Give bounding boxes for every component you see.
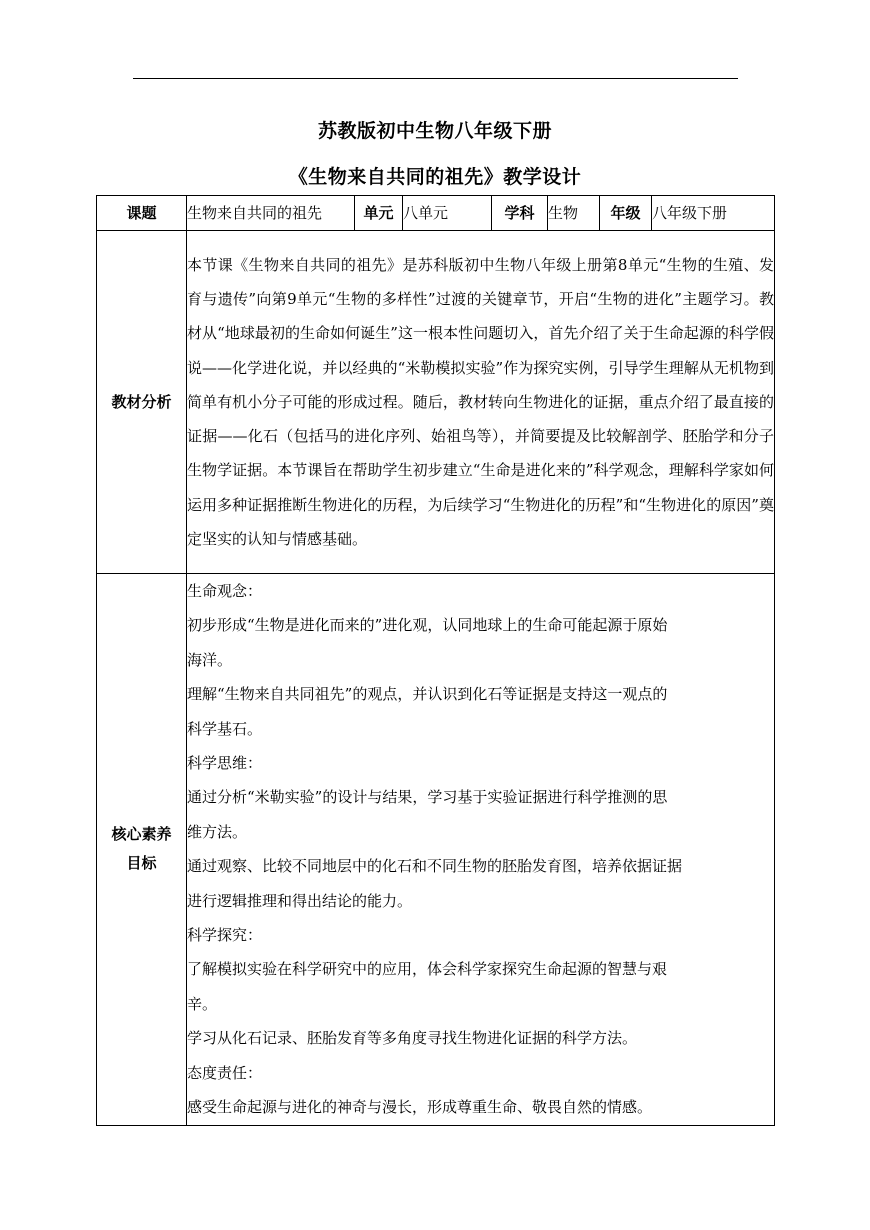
subject-label: 学科 xyxy=(492,196,548,231)
goal-line: 学习从化石记录、胚胎发育等多角度寻找生物进化证据的科学方法。 xyxy=(187,1029,638,1048)
goal-line: 通过观察、比较不同地层中的化石和不同生物的胚胎发育图，培养依据证据 xyxy=(187,857,683,876)
lesson-design-table xyxy=(96,195,775,1126)
goal-line: 感受生命起源与进化的神奇与漫长，形成尊重生命、敬畏自然的情感。 xyxy=(187,1098,653,1117)
goal-line: 海洋。 xyxy=(187,650,233,669)
goal-line: 了解模拟实验在科学研究中的应用，体会科学家探究生命起源的智慧与艰 xyxy=(187,960,668,979)
document-title-line1: 苏教版初中生物八年级下册 xyxy=(317,120,552,142)
subject-value: 生物 xyxy=(548,196,600,231)
material-analysis-row xyxy=(97,231,775,574)
goal-heading-scientific-inquiry: 科学探究： xyxy=(187,926,263,945)
goal-heading-life-concept: 生命观念： xyxy=(187,582,263,600)
header-row xyxy=(97,196,775,231)
goal-heading-scientific-thinking: 科学思维： xyxy=(187,754,263,773)
topic-value: 生物来自共同的祖先 xyxy=(187,196,355,231)
material-analysis-text: 本节课《生物来自共同的祖先》是苏科版初中生物八年级上册第8单元“生物的生殖、发育与遗传”向第9单元“生物的多样性”过渡的关键章节，开启“生物的进化”主题学习。教材从“地球最初的生命如何诞生”这一根本性问题切入，首先介绍了关于生命起源的科学假说——化学进化说，并以经典的“米勒模拟实验”作为探究实例，引导学生理解从无机物到简单有机小分子可能的形成过程。随后，教材转向生物进化的证据，重点介绍了最直接的证据——化石（包括马的进化序列、始祖鸟等），并简要提及比较解剖学、胚胎学和分子生物学证据。本节课旨在帮助学生初步建立“生命是进化来的”科学观念，理解科学家如何运用多种证据推断生物进化的历程，为后续学习“生物进化的历程”和“生物进化的原因”奠定坚实的认知与情感基础。 xyxy=(187,256,774,548)
unit-label: 单元 xyxy=(355,196,403,231)
goal-heading-attitude-responsibility: 态度责任： xyxy=(187,1063,263,1082)
goal-line: 维方法。 xyxy=(187,822,248,841)
material-analysis-label: 教材分析 xyxy=(97,231,187,574)
goal-line: 通过分析“米勒实验”的设计与结果，学习基于实验证据进行科学推测的思 xyxy=(187,788,668,807)
grade-label: 年级 xyxy=(600,196,652,231)
topic-label: 课题 xyxy=(97,196,187,231)
goal-line: 科学基石。 xyxy=(187,719,263,738)
core-goals-label-line2: 目标 xyxy=(126,854,157,873)
grade-value: 八年级下册 xyxy=(652,196,775,231)
goal-line: 辛。 xyxy=(187,994,218,1013)
goal-line: 理解“生物来自共同祖先”的观点，并认识到化石等证据是支持这一观点的 xyxy=(187,685,668,704)
core-goals-cell xyxy=(187,574,775,1126)
core-goals-label xyxy=(97,574,187,1126)
unit-value: 八单元 xyxy=(403,196,492,231)
goal-line: 进行逻辑推理和得出结论的能力。 xyxy=(187,891,413,910)
core-goals-label-line1: 核心素养 xyxy=(111,825,172,844)
core-goals-row xyxy=(97,574,775,1126)
document-title-line2: 《生物来自共同的祖先》教学设计 xyxy=(288,166,582,188)
material-analysis-cell xyxy=(187,231,775,574)
header-rule xyxy=(133,78,738,79)
goal-line: 初步形成“生物是进化而来的”进化观，认同地球上的生命可能起源于原始 xyxy=(187,616,668,635)
core-goals-lines xyxy=(187,574,774,1125)
